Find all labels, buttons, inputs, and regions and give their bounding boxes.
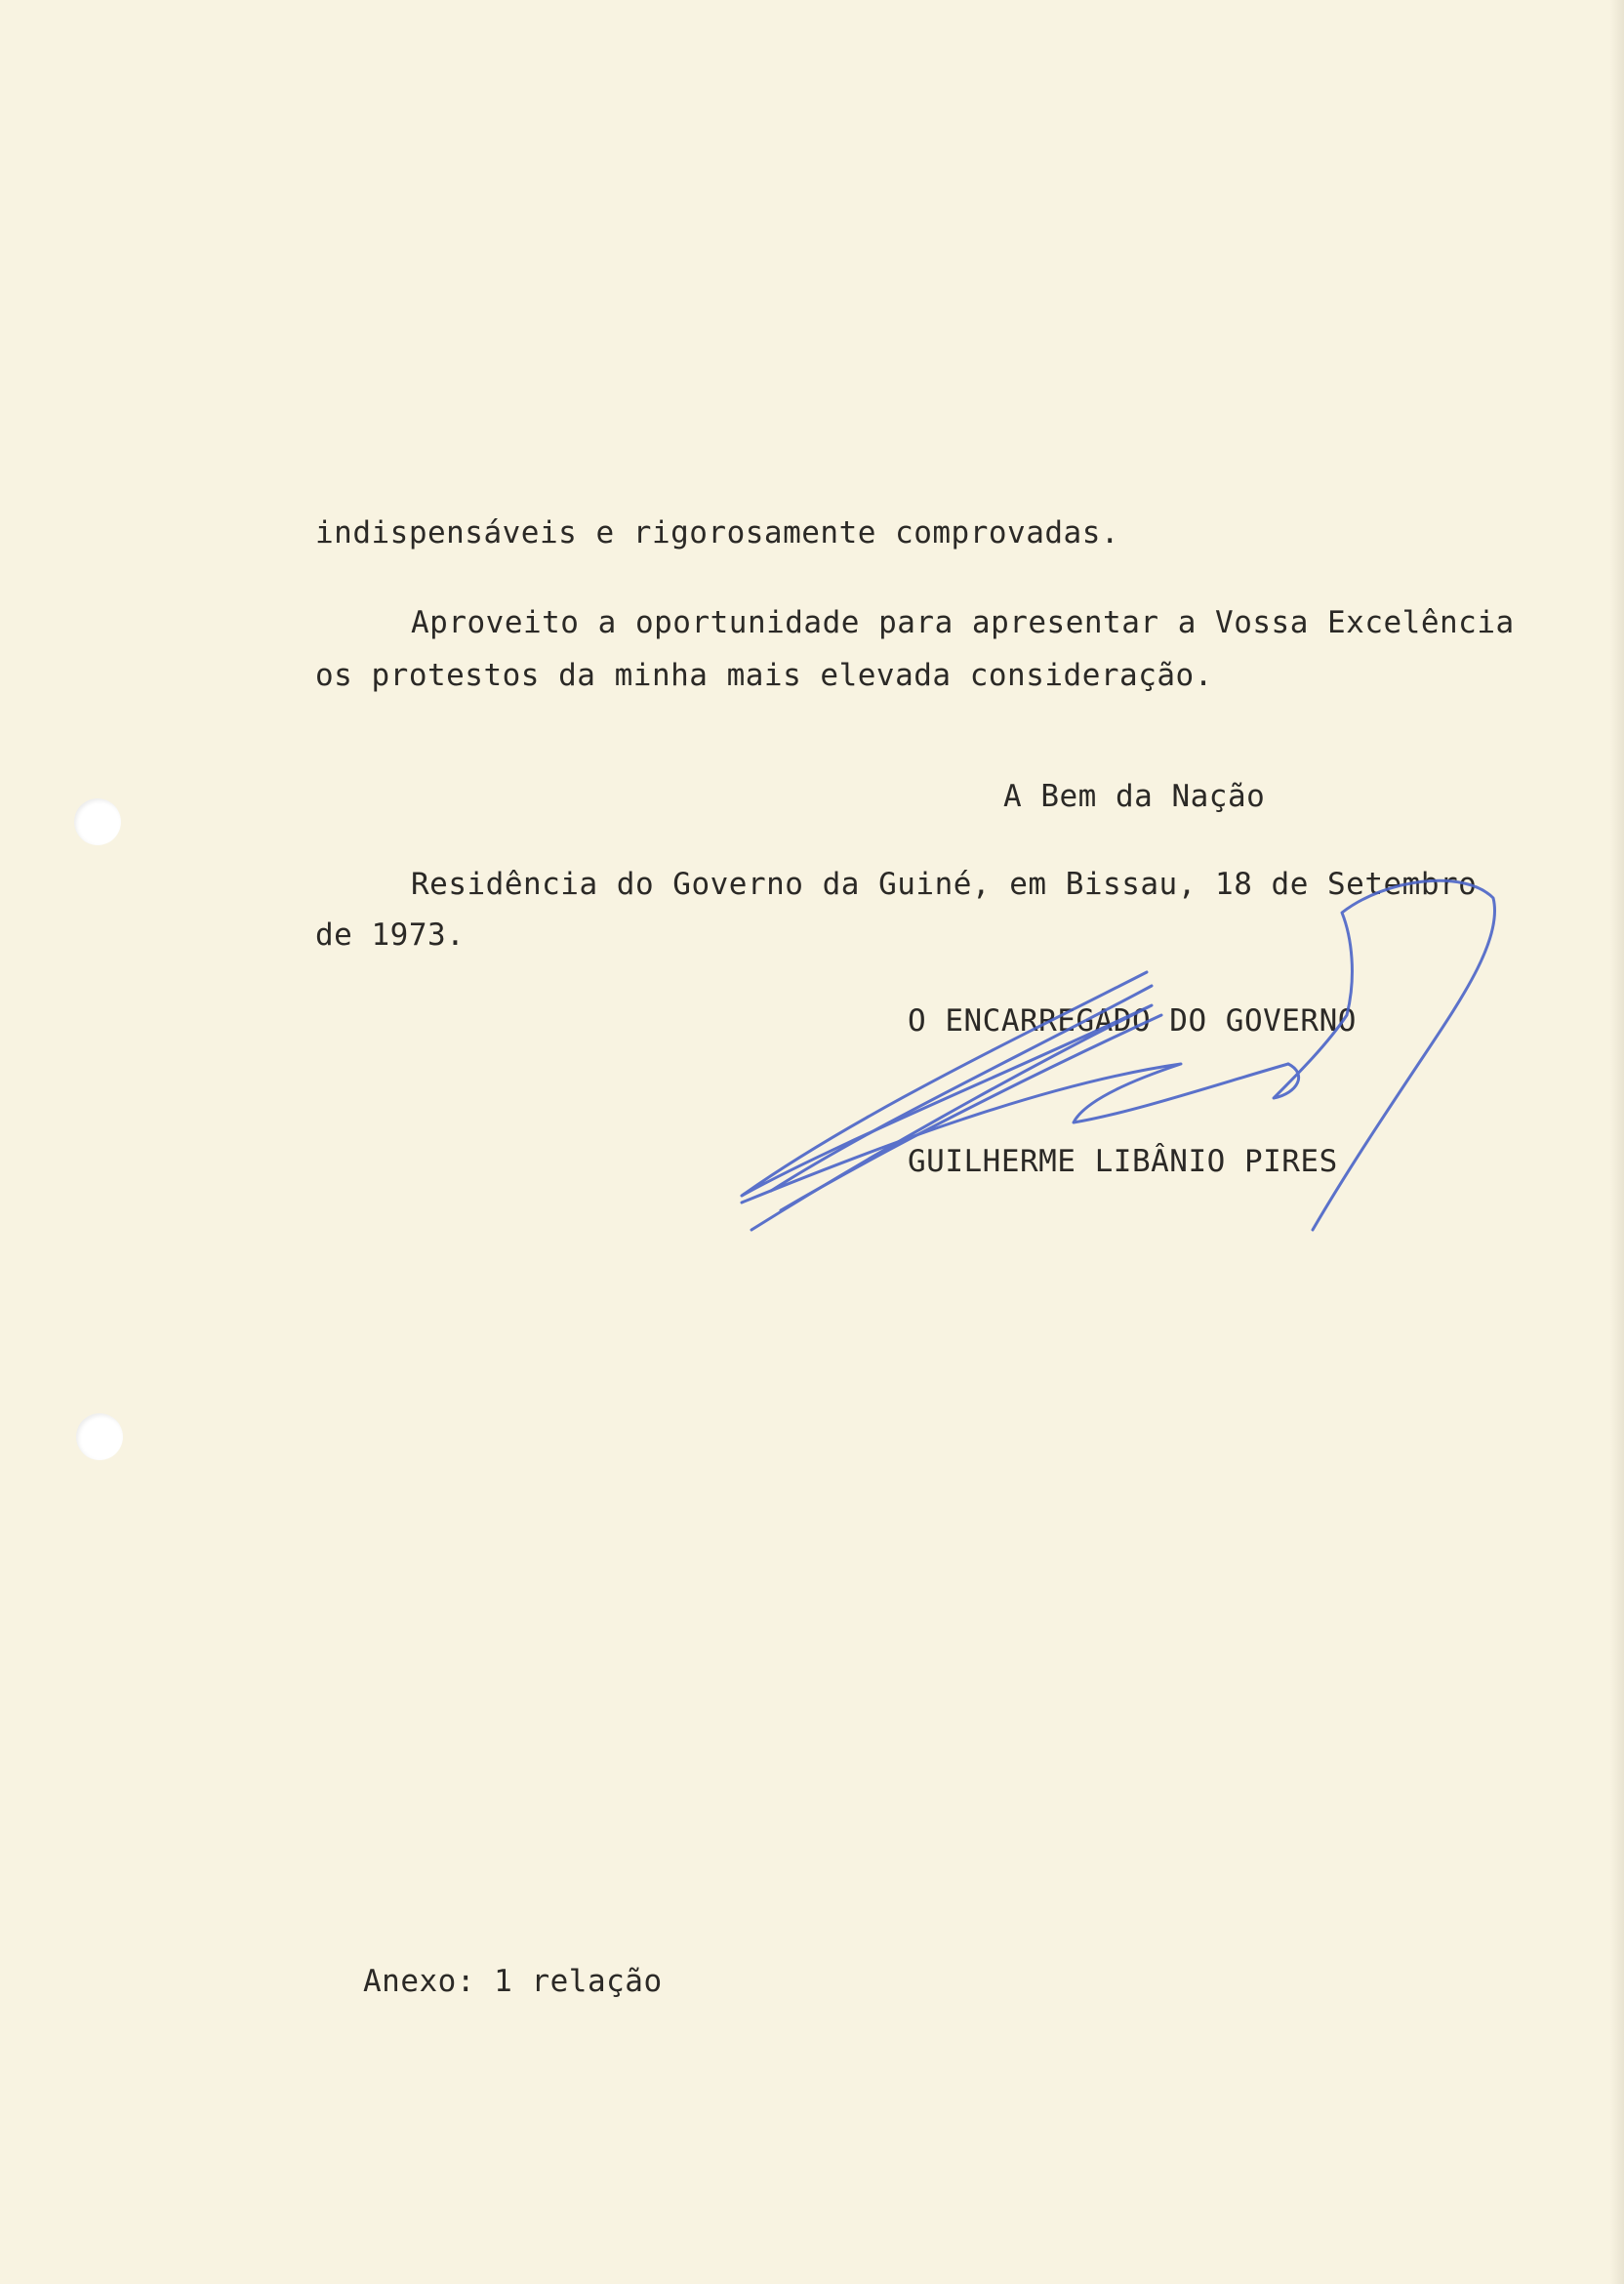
punch-hole-top [74,798,121,845]
annex-note: Anexo: 1 relação [363,1964,663,1999]
page-edge-shadow [1610,0,1624,2284]
closing-text-line-2: os protestos da minha mais elevada consideração. [315,658,1213,693]
signature-stroke-middle [742,1064,1288,1203]
punch-hole-bottom [76,1413,123,1460]
place-date-line-2: de 1973. [315,918,466,953]
place-date-line-1: Residência do Governo da Guiné, em Bissau, 18 de Setembro [411,867,1478,902]
motto: A Bem da Nação [1003,779,1266,814]
signatory-name: GUILHERME LIBÂNIO PIRES [908,1144,1338,1179]
closing-text-line-1: Aproveito a oportunidade para apresentar a Vossa Excelência [411,605,1515,640]
signatory-title: O ENCARREGADO DO GOVERNO [908,1003,1357,1039]
body-text-line: indispensáveis e rigorosamente comprovadas. [315,515,1120,551]
